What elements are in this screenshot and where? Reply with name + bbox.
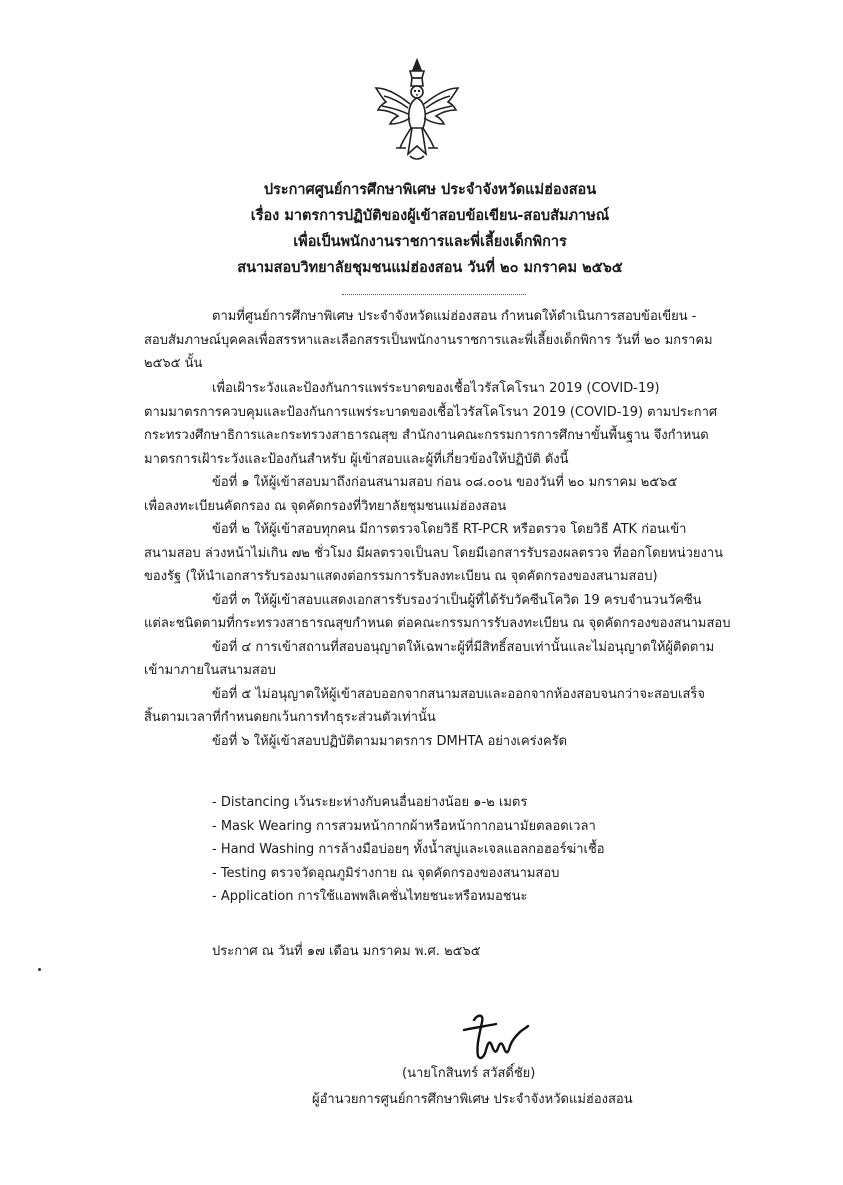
- list-item: - Distancing เว้นระยะห่างกับคนอื่นอย่างน้อย ๑-๒ เมตร: [212, 795, 528, 810]
- list-item: - Testing ตรวจวัดอุณภูมิร่างกาย ณ จุดคัดกรองของสนามสอบ: [212, 865, 560, 881]
- heading-line-2: เรื่อง มาตรการปฏิบัติของผู้เข้าสอบข้อเขียน-สอบสัมภาษณ์: [250, 208, 610, 224]
- purpose-line-1: เพื่อเฝ้าระวังและป้องกันการแพร่ระบาดของเชื้อไวรัสโคโรนา 2019 (COVID-19): [212, 381, 660, 396]
- rule-2-line-3: ของรัฐ (ให้นำเอกสารรับรองมาแสดงต่อกรรมการรับลงทะเบียน ณ จุดคัดกรองของสนามสอบ): [144, 569, 658, 584]
- list-item: - Hand Washing การล้างมือบ่อยๆ ทั้งน้ำสบู่และเจลแอลกอฮอร์ฆ่าเชื้อ: [212, 842, 605, 857]
- announcement-date: ประกาศ ณ วันที่ ๑๗ เดือน มกราคม พ.ศ. ๒๕๖๕: [212, 944, 481, 959]
- rule-4-line-1: ข้อที่ ๔ การเข้าสถานที่สอบอนุญาตให้เฉพาะผู้ที่มีสิทธิ์สอบเท่านั้นและไม่อนุญาตให้ผู้ติดตาม: [212, 639, 715, 655]
- rule-5-line-2: สิ้นตามเวลาที่กำหนดยกเว้นการทำธุระส่วนตัวเท่านั้น: [144, 710, 436, 725]
- purpose-line-3: กระทรวงศึกษาธิการและกระทรวงสาธารณสุข สำนักงานคณะกรรมการการศึกษาขั้นพื้นฐาน จึงกำหนด: [144, 428, 709, 443]
- speck-mark: [38, 968, 41, 971]
- intro-paragraph: [144, 305, 750, 376]
- rule-1-line-1: ข้อที่ ๑ ให้ผู้เข้าสอบมาถึงก่อนสนามสอบ ก่อน ๐๘.๐๐น ของวันที่ ๒๐ มกราคม ๒๕๖๕: [212, 475, 678, 490]
- garuda-emblem-icon: [372, 58, 462, 162]
- purpose-line-4: มาตรการเฝ้าระวังและป้องกันสำหรับ ผู้เข้าสอบและผู้ที่เกี่ยวข้องให้ปฏิบัติ ดังนี้: [144, 451, 569, 467]
- rule-2-line-1: ข้อที่ ๒ ให้ผู้เข้าสอบทุกคน มีการตรวจโดยวิธี RT-PCR หรือตรวจ โดยวิธี ATK ก่อนเข้า: [212, 522, 687, 537]
- rule-1-line-2: เพื่อลงทะเบียนคัดกรอง ณ จุดคัดกรองที่วิทยาลัยชุมชนแม่ฮ่องสอน: [144, 498, 507, 514]
- rule-2-line-2: สนามสอบ ล่วงหน้าไม่เกิน ๗๒ ชั่วโมง มีผลตรวจเป็นลบ โดยมีเอกสารรับรองผลตรวจ ที่ออกโดยหน่วยงาน: [144, 545, 724, 561]
- intro-line-1: ตามที่ศูนย์การศึกษาพิเศษ ประจำจังหวัดแม่ฮ่องสอน กำหนดให้ดำเนินการสอบข้อเขียน -: [212, 309, 697, 324]
- rule-6-line-1: ข้อที่ ๖ ให้ผู้เข้าสอบปฏิบัติตามมาตรการ DMHTA อย่างเคร่งครัด: [212, 733, 568, 749]
- signer-name: (นายโกสินทร์ สวัสดิ์ชัย): [402, 1066, 536, 1081]
- purpose-line-2: ตามมาตรการควบคุมและป้องกันการแพร่ระบาดของเชื้อไวรัสโคโรนา 2019 (COVID-19) ตามประกาศ: [144, 404, 718, 420]
- rule-5-line-1: ข้อที่ ๕ ไม่อนุญาตให้ผู้เข้าสอบออกจากสนามสอบและออกจากห้องสอบจนกว่าจะสอบเสร็จ: [212, 686, 705, 702]
- heading-line-1: ประกาศศูนย์การศึกษาพิเศษ ประจำจังหวัดแม่ฮ่องสอน: [263, 182, 597, 198]
- intro-line-3: ๒๕๖๕ นั้น: [144, 356, 203, 371]
- list-item: - Mask Wearing การสวมหน้ากากผ้าหรือหน้ากากอนามัยตลอดเวลา: [212, 818, 596, 834]
- dmhta-measures-list: [212, 791, 605, 909]
- signature-icon: [456, 1010, 532, 1062]
- heading-divider: [342, 294, 526, 295]
- intro-line-2: สอบสัมภาษณ์บุคคลเพื่อสรรหาและเลือกสรรเป็นพนักงานราชการและพี่เลี้ยงเด็กพิการ วันที่ ๒๐ มกราคม: [144, 332, 713, 348]
- rule-3-line-2: แต่ละชนิดตามที่กระทรวงสาธารณสุขกำหนด ต่อคณะกรรมการรับลงทะเบียน ณ จุดคัดกรองของสนามสอบ: [144, 616, 731, 631]
- purpose-paragraph: [144, 377, 750, 753]
- heading-line-3: เพื่อเป็นพนักงานราชการและพี่เลี้ยงเด็กพิการ: [293, 234, 567, 250]
- rule-4-line-2: เข้ามาภายในสนามสอบ: [144, 663, 276, 678]
- rule-3-line-1: ข้อที่ ๓ ให้ผู้เข้าสอบแสดงเอกสารรับรองว่าเป็นผู้ที่ได้รับวัคซีนโควิด 19 ครบจำนวนวัคซีน: [212, 592, 702, 608]
- list-item: - Application การใช้แอพพลิเคชั่นไทยชนะหรือหมอชนะ: [212, 889, 528, 904]
- heading-line-4: สนามสอบวิทยาลัยชุมชนแม่ฮ่องสอน วันที่ ๒๐ มกราคม ๒๕๖๕: [237, 260, 623, 276]
- signer-title: ผู้อำนวยการศูนย์การศึกษาพิเศษ ประจำจังหวัดแม่ฮ่องสอน: [312, 1092, 633, 1107]
